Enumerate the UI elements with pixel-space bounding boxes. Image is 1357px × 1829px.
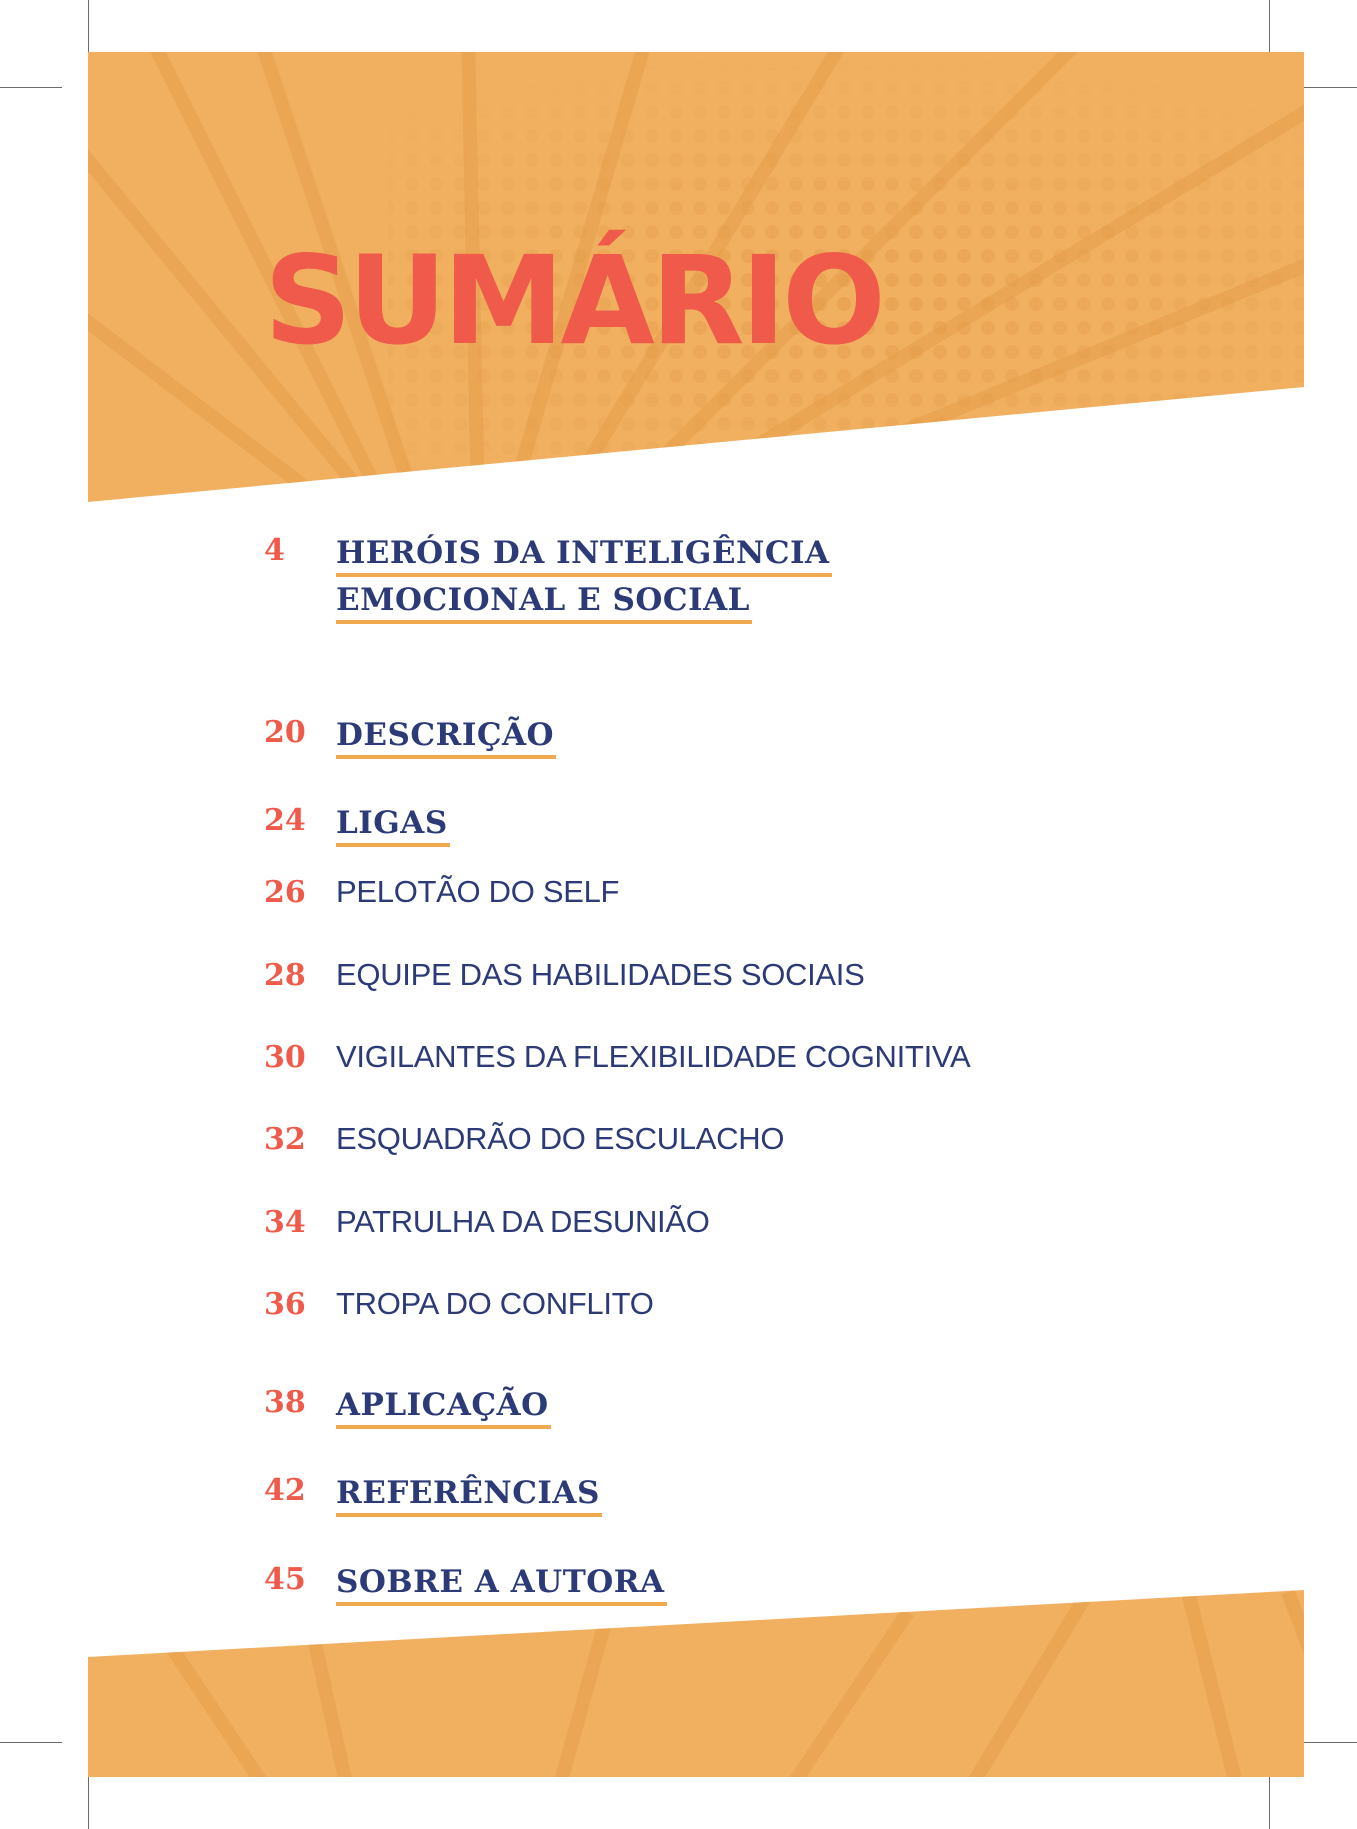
toc-entry-title: REFERÊNCIAS [336, 1473, 602, 1517]
toc-page-number: 24 [264, 803, 306, 838]
toc-page-number: 4 [264, 533, 285, 568]
toc-page-number: 28 [264, 958, 306, 993]
crop-mark [0, 1742, 62, 1743]
toc-subentry-title: PELOTÃO DO SELF [336, 874, 620, 909]
toc-entry-title-line: EMOCIONAL E SOCIAL [336, 580, 752, 624]
toc-entry-title: LIGAS [336, 803, 450, 847]
toc-page-number: 34 [264, 1205, 306, 1240]
toc-entry-title: APLICAÇÃO [336, 1385, 551, 1429]
toc-subentry-title: ESQUADRÃO DO ESCULACHO [336, 1121, 785, 1156]
toc-page-number: 26 [264, 875, 306, 910]
toc-entry-title: DESCRIÇÃO [336, 715, 556, 759]
toc-subentry-title: PATRULHA DA DESUNIÃO [336, 1204, 710, 1239]
crop-mark [1295, 87, 1357, 88]
toc-page-number: 42 [264, 1473, 306, 1508]
crop-mark [1295, 1742, 1357, 1743]
table-of-contents [88, 52, 1304, 1777]
toc-entry-title: SOBRE A AUTORA [336, 1562, 667, 1606]
toc-page [88, 52, 1304, 1777]
toc-page-number: 45 [264, 1562, 306, 1597]
toc-page-number: 32 [264, 1122, 306, 1157]
toc-page-number: 38 [264, 1385, 306, 1420]
toc-page-number: 20 [264, 715, 306, 750]
page-title: SUMÁRIO [264, 230, 882, 372]
toc-subentry-title: VIGILANTES DA FLEXIBILIDADE COGNITIVA [336, 1039, 971, 1074]
crop-mark [0, 87, 62, 88]
toc-subentry-title: EQUIPE DAS HABILIDADES SOCIAIS [336, 957, 865, 992]
toc-page-number: 30 [264, 1040, 306, 1075]
toc-entry-title-line: HERÓIS DA INTELIGÊNCIA [336, 533, 832, 577]
toc-page-number: 36 [264, 1287, 306, 1322]
toc-subentry-title: TROPA DO CONFLITO [336, 1286, 654, 1321]
